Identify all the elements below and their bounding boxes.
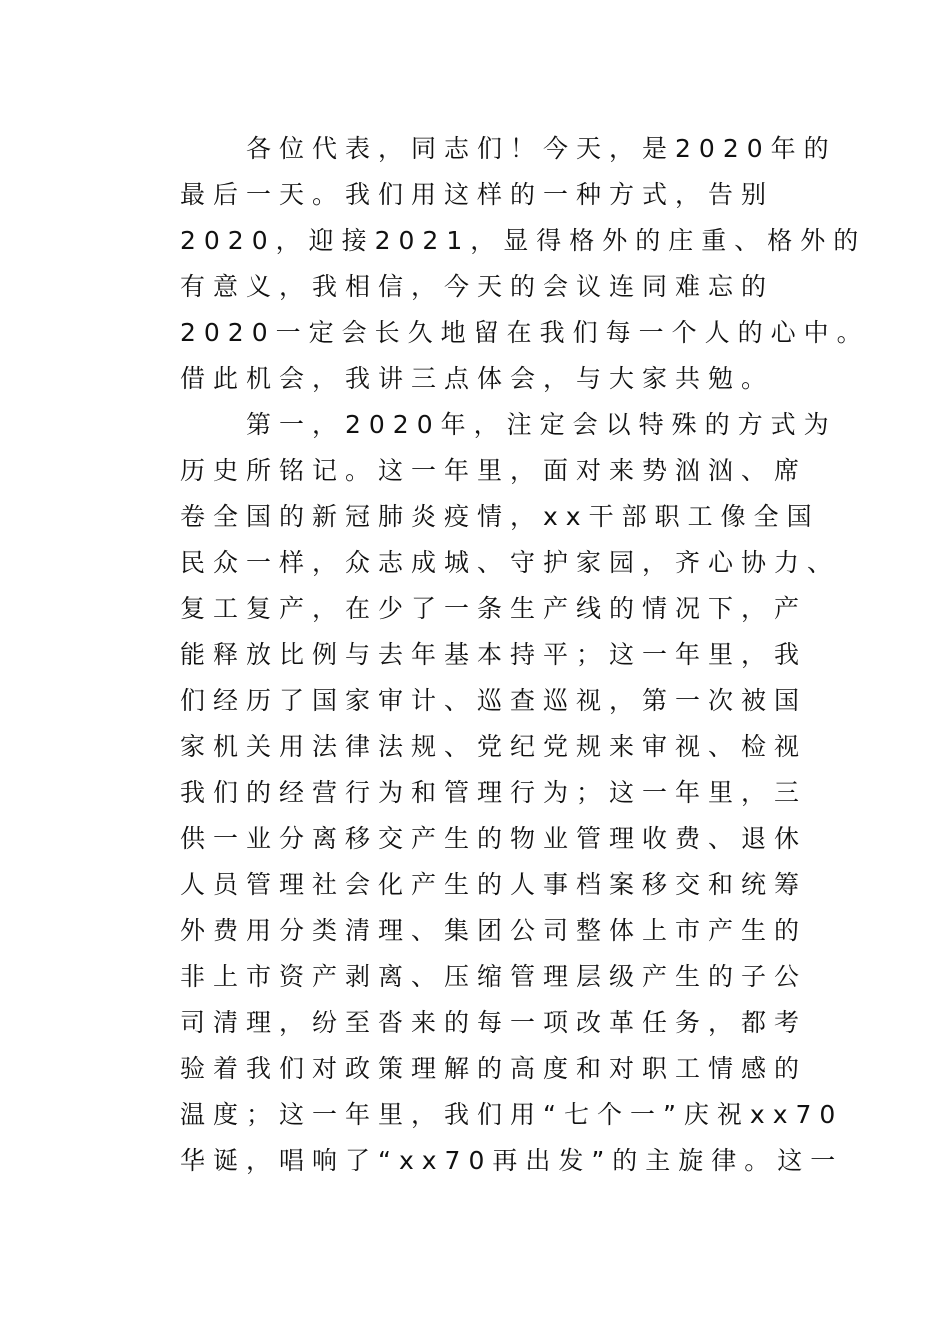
text-line-23: 华诞，唱响了“xx70再出发”的主旋律。这一 <box>180 1146 844 1175</box>
text-line-1: 各位代表，同志们！今天，是2020年的 <box>180 134 837 163</box>
text-line-22: 温度；这一年里，我们用“七个一”庆祝xx70 <box>180 1100 844 1129</box>
text-line-13: 们经历了国家审计、巡查巡视，第一次被国 <box>180 686 808 715</box>
text-line-10: 民众一样，众志成城、守护家园，齐心协力、 <box>180 548 841 577</box>
text-line-19: 非上市资产剥离、压缩管理层级产生的子公 <box>180 962 808 991</box>
text-line-6: 借此机会，我讲三点体会，与大家共勉。 <box>180 364 775 393</box>
text-line-3: 2020，迎接2021，显得格外的庄重、格外的 <box>180 226 867 255</box>
text-line-2: 最后一天。我们用这样的一种方式，告别 <box>180 180 775 209</box>
text-line-11: 复工复产，在少了一条生产线的情况下，产 <box>180 594 808 623</box>
text-line-14: 家机关用法律法规、党纪党规来审视、检视 <box>180 732 808 761</box>
text-line-8: 历史所铭记。这一年里，面对来势汹汹、席 <box>180 456 808 485</box>
text-line-16: 供一业分离移交产生的物业管理收费、退休 <box>180 824 808 853</box>
text-line-7: 第一，2020年，注定会以特殊的方式为 <box>180 410 837 439</box>
text-line-17: 人员管理社会化产生的人事档案移交和统筹 <box>180 870 808 899</box>
text-line-12: 能释放比例与去年基本持平；这一年里，我 <box>180 640 808 669</box>
text-line-18: 外费用分类清理、集团公司整体上市产生的 <box>180 916 808 945</box>
text-line-4: 有意义，我相信，今天的会议连同难忘的 <box>180 272 775 301</box>
text-line-20: 司清理，纷至沓来的每一项改革任务，都考 <box>180 1008 808 1037</box>
text-line-15: 我们的经营行为和管理行为；这一年里，三 <box>180 778 808 807</box>
text-line-21: 验着我们对政策理解的高度和对职工情感的 <box>180 1054 808 1083</box>
body-text <box>180 126 870 1184</box>
text-line-9: 卷全国的新冠肺炎疫情，xx干部职工像全国 <box>180 502 820 531</box>
text-line-5: 2020一定会长久地留在我们每一个人的心中。 <box>180 318 870 347</box>
